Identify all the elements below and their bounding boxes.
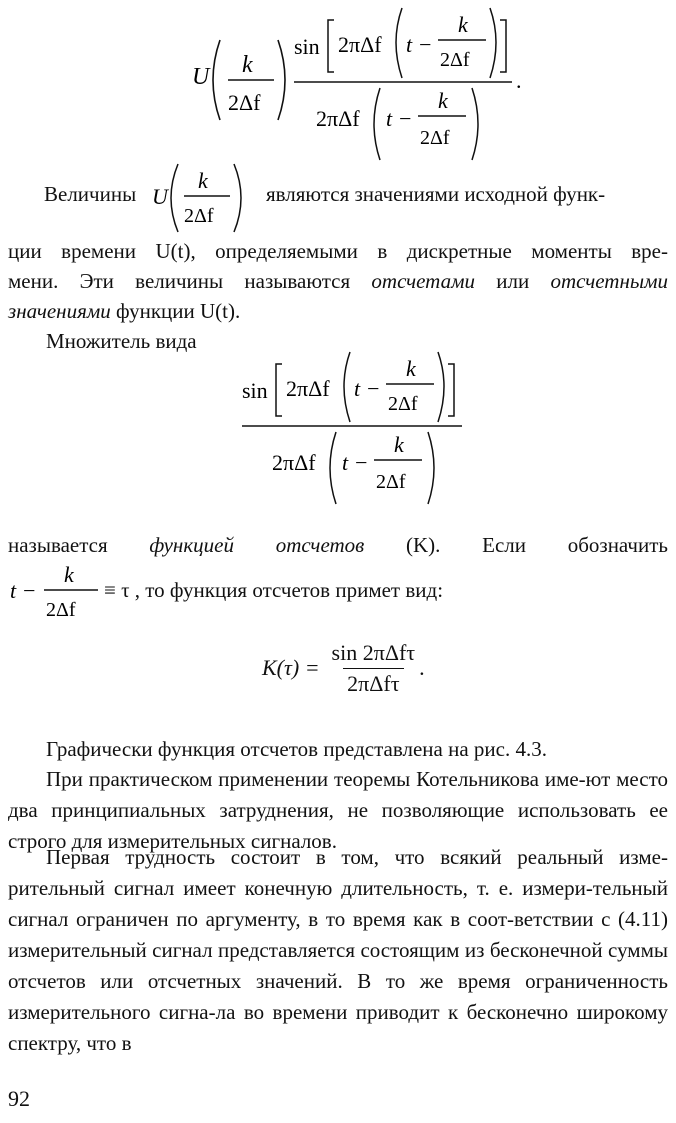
body-p1: Графически функция отсчетов представлена на рис. 4.3. <box>46 737 547 761</box>
body-p2: При практическом применении теоремы Котельникова име-ют место два принципиальных затруднения, не позволяющие использовать ее строго для измерительных сигналов. <box>8 767 668 853</box>
para2-line: Множитель вида <box>46 329 197 353</box>
body-p3: Первая трудность состоит в том, что всякий реальный изме-рительный сигнал имеет конечную длительность, т. е. измери-тельный сигнал ограничен по аргументу, в то время как в соот-ветствии с (4.11) измерительный сигнал представляется состоящим из бесконечной суммы отсчетов или отсчетных значений. В то же время ограниченность измерительного сигна-ла во времени приводит к бесконечно широкому спектру, что в <box>8 845 668 1055</box>
para1-line3: мени. Эти величины называются отсчетами или отсчетными <box>8 269 668 293</box>
svg-text:t −: t − <box>406 32 433 57</box>
svg-text:k: k <box>406 356 416 381</box>
svg-text:2Δf: 2Δf <box>184 205 214 227</box>
page-number: 92 <box>8 1086 30 1111</box>
formula-sampling-series-term <box>190 2 530 162</box>
svg-text:k: k <box>458 12 468 37</box>
formula-U: U <box>192 64 210 90</box>
para3-line2: t − k 2Δf ≡ τ , то функция отсчетов примет вид: <box>8 558 668 624</box>
para1-line1 <box>44 160 668 236</box>
svg-text:t −: t − <box>386 106 413 131</box>
para1-line2: ции времени U(t), определяемыми в дискретные моменты вре- <box>8 239 668 263</box>
svg-text:2πΔf: 2πΔf <box>286 376 330 401</box>
svg-text:k: k <box>242 52 253 78</box>
svg-text:k: k <box>394 432 404 457</box>
svg-text:2πΔf: 2πΔf <box>316 106 360 131</box>
svg-text:.: . <box>516 68 522 93</box>
svg-text:k: k <box>64 562 74 587</box>
svg-text:2Δf: 2Δf <box>376 471 406 493</box>
svg-text:2πΔf: 2πΔf <box>338 32 382 57</box>
svg-text:U: U <box>152 184 168 209</box>
para1-line4: значениями функции U(t). <box>8 299 241 323</box>
svg-text:2πΔf: 2πΔf <box>272 450 316 475</box>
formula-K-tau: K(τ) = $\frac{\text{sin 2πΔfτ}}{\text{2πΔfτ}}$ . <box>262 639 425 696</box>
svg-text:k: k <box>198 168 208 193</box>
para1-lead: Величины <box>44 182 137 206</box>
inline-formula-t-minus <box>8 558 104 624</box>
svg-text:t −: t − <box>354 376 381 401</box>
svg-text:t −: t − <box>342 450 369 475</box>
svg-text:t −: t − <box>10 578 37 603</box>
svg-text:sin: sin <box>294 34 320 59</box>
svg-text:2Δf: 2Δf <box>420 127 450 149</box>
svg-text:2Δf: 2Δf <box>388 393 418 415</box>
formula-K-fraction: $\frac{\text{sin 2πΔfτ}}{\text{2πΔfτ}}$ <box>331 639 416 696</box>
inline-formula-U-k <box>152 160 252 236</box>
formula-sampling-factor <box>236 346 476 506</box>
svg-text:2Δf: 2Δf <box>440 49 470 71</box>
svg-text:sin: sin <box>242 378 268 403</box>
para1-tail: являются значениями исходной функ- <box>266 182 606 206</box>
para3-line1: называется функцией отсчетов (K). Если обозначить <box>8 533 668 557</box>
svg-text:k: k <box>438 88 448 113</box>
svg-text:2Δf: 2Δf <box>46 599 76 621</box>
svg-text:2Δf: 2Δf <box>228 90 261 115</box>
